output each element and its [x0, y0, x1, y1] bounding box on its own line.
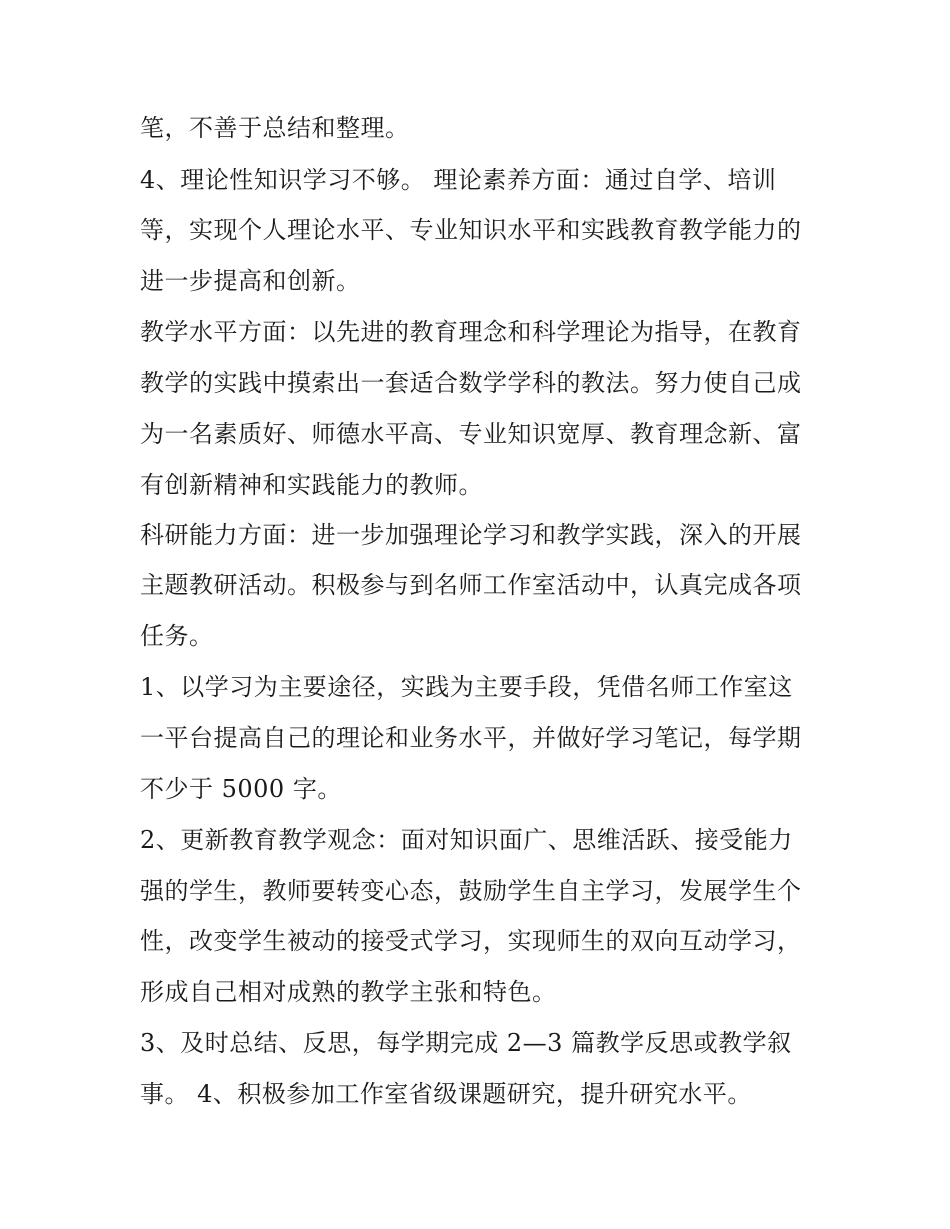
text-line: 为一名素质好、师德水平高、专业知识宽厚、教育理念新、富 [140, 420, 802, 448]
text-line: 主题教研活动。积极参与到名师工作室活动中，认真完成各项 [140, 571, 802, 599]
text-line: 事。 4、积极参加工作室省级课题研究，提升研究水平。 [140, 1080, 752, 1108]
text-line: 4、理论性知识学习不够。 理论素养方面：通过自学、培训 [140, 166, 777, 194]
text-line: 不少于 5000 字。 [140, 775, 342, 803]
text-line: 任务。 [140, 622, 214, 650]
text-line: 教学的实践中摸索出一套适合数学学科的教法。努力使自己成 [140, 369, 802, 397]
text-line: 科研能力方面：进一步加强理论学习和教学实践，深入的开展 [140, 521, 802, 549]
text-line: 1、以学习为主要途径，实践为主要手段，凭借名师工作室这 [140, 673, 793, 701]
text-line: 3、及时总结、反思，每学期完成 2—3 篇教学反思或教学叙 [140, 1029, 792, 1057]
text-line: 有创新精神和实践能力的教师。 [140, 471, 483, 499]
text-line: 进一步提高和创新。 [140, 267, 361, 295]
text-line: 等，实现个人理论水平、专业知识水平和实践教育教学能力的 [140, 216, 802, 244]
text-line: 笔，不善于总结和整理。 [140, 114, 410, 142]
text-line: 形成自己相对成熟的教学主张和特色。 [140, 978, 557, 1006]
text-line: 2、更新教育教学观念：面对知识面广、思维活跃、接受能力 [140, 826, 793, 854]
text-line: 强的学生，教师要转变心态，鼓励学生自主学习，发展学生个 [140, 877, 802, 905]
text-line: 一平台提高自己的理论和业务水平，并做好学习笔记，每学期 [140, 724, 802, 752]
text-line: 性，改变学生被动的接受式学习，实现师生的双向互动学习， [140, 927, 802, 955]
text-line: 教学水平方面：以先进的教育理念和科学理论为指导，在教育 [140, 318, 802, 346]
